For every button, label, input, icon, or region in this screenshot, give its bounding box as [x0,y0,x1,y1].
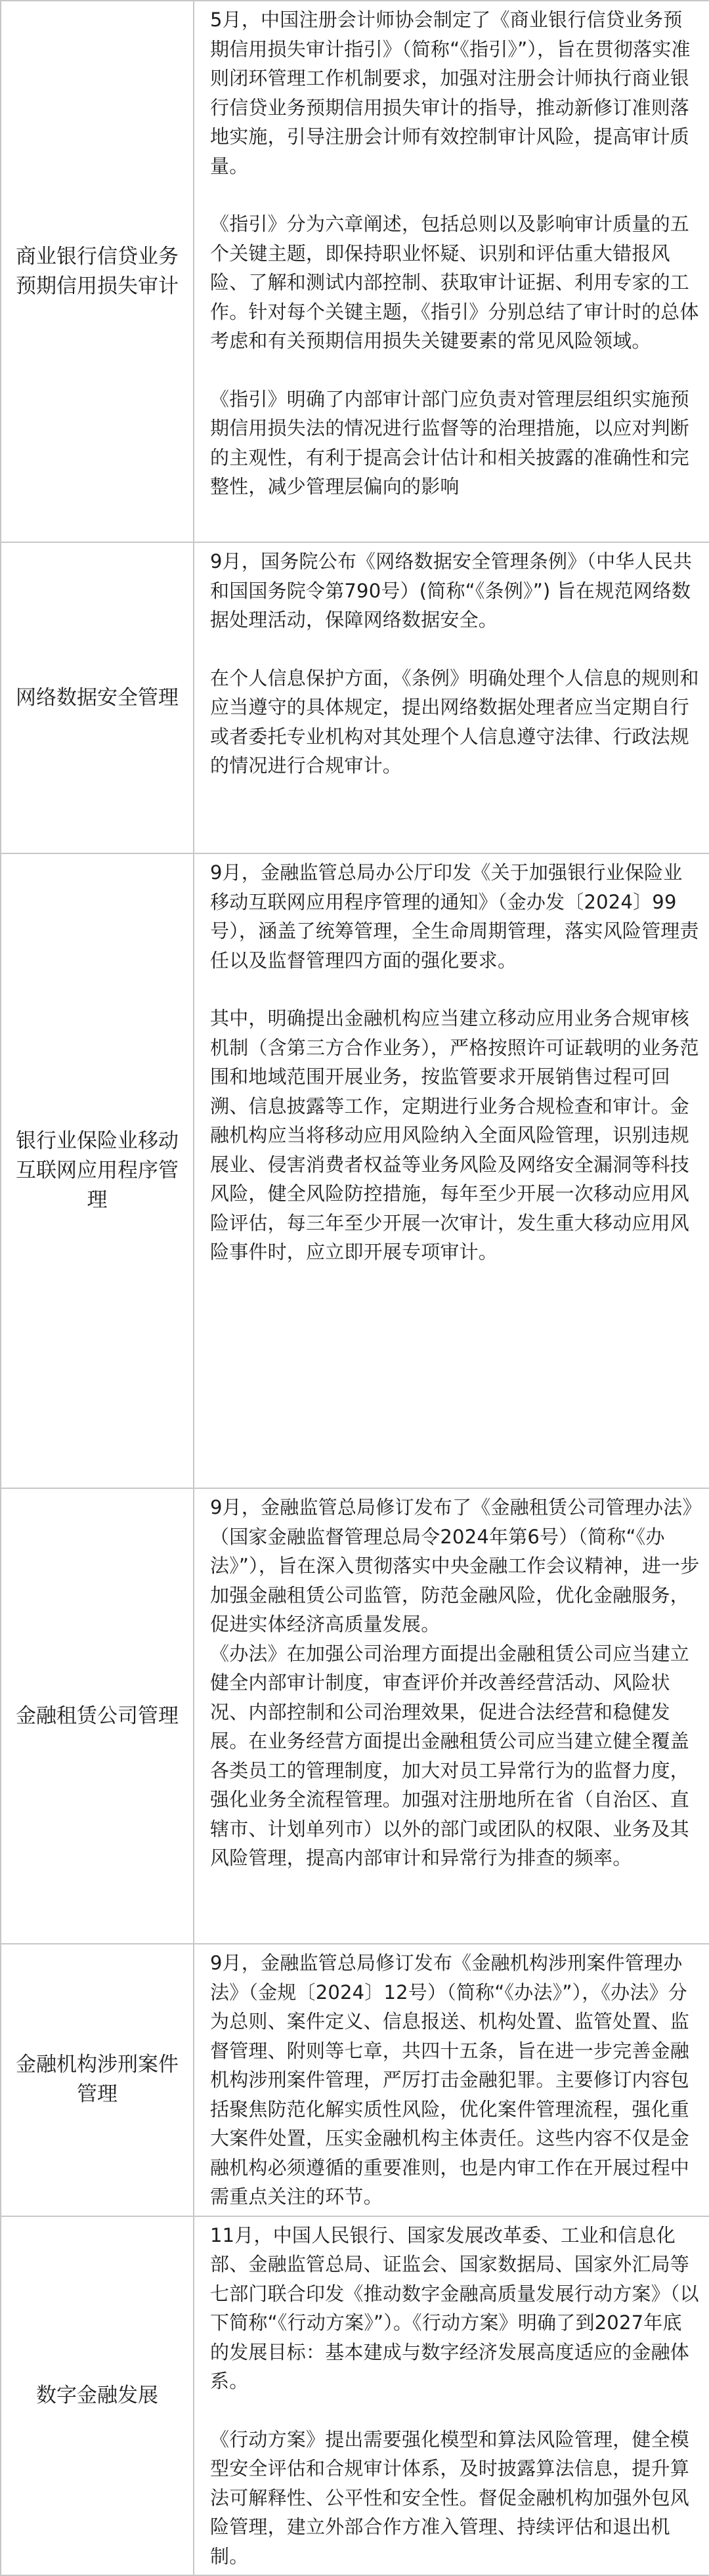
table-row [1,1944,709,2216]
row-paragraph: 《行动方案》提出需要强化模型和算法风险管理，健全模型安全评估和合规审计体系，及时披露算法信息，提升算法可解释性、公平性和安全性。督促金融机构加强外包风险管理，建立外部合作方准入管理、持续评估和退出机制。 [210,2428,690,2567]
table-row [1,542,709,853]
row-content-cell [194,853,709,1488]
row-category-cell [1,853,194,1488]
row-category: 网络数据安全管理 [16,685,179,710]
table-row [1,2216,709,2576]
row-content-cell [194,542,709,853]
row-paragraph: 《指引》分为六章阐述，包括总则以及影响审计质量的五个关键主题，即保持职业怀疑、识别和评估重大错报风险、了解和测试内部控制、获取审计证据、利用专家的工作。针对每个关键主题，《指引》分别总结了审计时的总体考虑和有关预期信用损失关键要素的常见风险领域。 [210,213,699,352]
row-category-cell [1,1944,194,2216]
table-row [1,1488,709,1944]
table-row [1,1,709,542]
row-paragraph: 《指引》明确了内部审计部门应负责对管理层组织实施预期信用损失法的情况进行监督等的治理措施，以应对判断的主观性，有利于提高会计估计和相关披露的准确性和完整性，减少管理层偏向的影响 [210,387,690,498]
row-paragraph: 5月，中国注册会计师协会制定了《商业银行信贷业务预期信用损失审计指引》（简称“《指引》”），旨在贯彻落实准则闭环管理工作机制要求，加强对注册会计师执行商业银行信贷业务预期信用损失审计的指导，推动新修订准则落地实施，引导注册会计师有效控制审计风险，提高审计质量。 [210,9,691,177]
row-category: 银行业保险业移动互联网应用程序管理 [16,1129,179,1212]
row-category-cell [1,2216,194,2576]
row-category-cell [1,1488,194,1944]
row-category: 数字金融发展 [36,2383,158,2407]
row-paragraph: 9月，金融监管总局修订发布了《金融租赁公司管理办法》（国家金融监督管理总局令2024年第6号）（简称“《办法》”），旨在深入贯彻落实中央金融工作会议精神，进一步加强金融租赁公司监管，防范金融风险，优化金融服务，促进实体经济高质量发展。 [210,1496,700,1635]
table-row [1,853,709,1488]
row-paragraph: 9月，国务院公布《网络数据安全管理条例》（中华人民共和国国务院令第790号）(简称“《条例》”) 旨在规范网络数据处理活动，保障网络数据安全。 [210,550,693,631]
row-content-cell [194,2216,709,2576]
row-paragraph: 其中，明确提出金融机构应当建立移动应用业务合规审核机制（含第三方合作业务），严格按照许可证载明的业务范围和地域范围开展业务，按监管要求开展销售过程可回溯、信息披露等工作，定期进行业务合规检查和审计。金融机构应当将移动应用风险纳入全面风险管理，识别违规展业、侵害消费者权益等业务风险及网络安全漏洞等科技风险，健全风险防控措施，每年至少开展一次移动应用风险评估，每三年至少开展一次审计，发生重大移动应用风险事件时，应立即开展专项审计。 [210,1007,699,1263]
row-paragraph: 在个人信息保护方面，《条例》明确处理个人信息的规则和应当遵守的具体规定，提出网络数据处理者应当定期自行或者委托专业机构对其处理个人信息遵守法律、行政法规的情况进行合规审计。 [210,666,699,777]
row-category-cell [1,1,194,542]
row-content-cell [194,1,709,542]
row-category-cell [1,542,194,853]
row-paragraph: 《办法》在加强公司治理方面提出金融租赁公司应当建立健全内部审计制度，审查评价并改善经营活动、风险状况、内部控制和公司治理效果，促进合法经营和稳健发展。在业务经营方面提出金融租赁公司应当建立健全覆盖各类员工的管理制度，加大对员工异常行为的监督力度，强化业务全流程管理。加强对注册地所在省（自治区、直辖市、计划单列市）以外的部门或团队的权限、业务及其风险管理，提高内部审计和异常行为排查的频率。 [210,1642,690,1869]
row-category: 金融租赁公司管理 [16,1704,179,1728]
row-paragraph: 11月，中国人民银行、国家发展改革委、工业和信息化部、金融监管总局、证监会、国家数据局、国家外汇局等七部门联合印发《推动数字金融高质量发展行动方案》（以下简称“《行动方案》”）。《行动方案》明确了到2027年底的发展目标：基本建成与数字经济发展高度适应的金融体系。 [210,2223,699,2392]
row-content-cell [194,1488,709,1944]
row-category: 金融机构涉刑案件管理 [16,2053,179,2107]
row-paragraph: 9月，金融监管总局修订发布《金融机构涉刑案件管理办法》（金规〔2024〕12号）（简称“《办法》”），《办法》分为总则、案件定义、信息报送、机构处置、监管处置、监督管理、附则等七章，共四十五条，旨在进一步完善金融机构涉刑案件管理，严厉打击金融犯罪。主要修订内容包括聚焦防范化解实质性风险，优化案件管理流程，强化重大案件处置，压实金融机构主体责任。这些内容不仅是金融机构必须遵循的重要准则，也是内审工作在开展过程中需重点关注的环节。 [210,1952,690,2208]
row-paragraph: 9月，金融监管总局办公厅印发《关于加强银行业保险业移动互联网应用程序管理的通知》（金办发〔2024〕99号），涵盖了统筹管理，全生命周期管理，落实风险管理责任以及监督管理四方面的强化要求。 [210,861,699,972]
row-content-cell [194,1944,709,2216]
row-category: 商业银行信贷业务预期信用损失审计 [16,244,179,298]
